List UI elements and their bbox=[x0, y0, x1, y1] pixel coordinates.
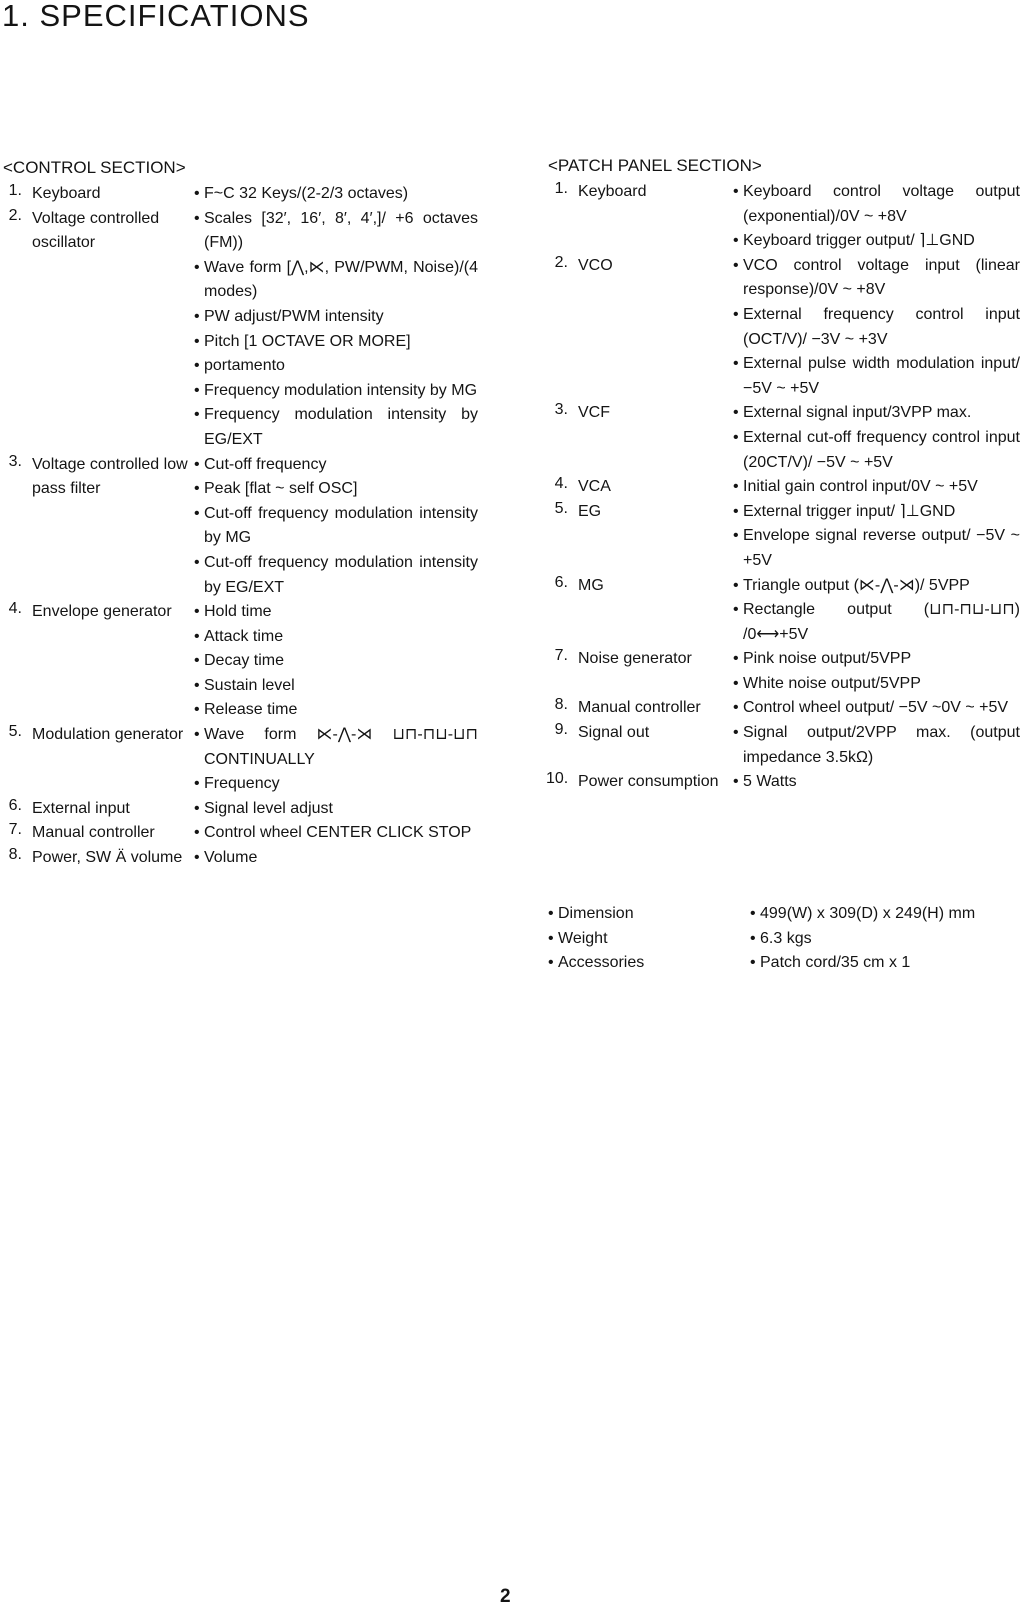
spec-text: Control wheel output/ −5V ~0V ~ +5V bbox=[743, 699, 1009, 717]
bullet-icon: • bbox=[548, 954, 554, 972]
spec-bullet bbox=[194, 698, 478, 723]
spec-text: Keyboard control voltage output (exponential)/0V ~ +8V bbox=[743, 183, 1020, 225]
item-label: Manual controller bbox=[32, 824, 155, 842]
bullet-icon: • bbox=[733, 699, 739, 717]
patch-item bbox=[546, 574, 1020, 648]
spec-bullet bbox=[194, 477, 478, 502]
item-number: 1. bbox=[554, 180, 568, 197]
bullet-icon: • bbox=[733, 256, 739, 274]
bullet-icon: • bbox=[194, 775, 200, 793]
item-label: VCF bbox=[578, 404, 610, 422]
bullet-icon: • bbox=[194, 209, 200, 227]
spec-bullet bbox=[194, 821, 478, 846]
spec-bullet bbox=[194, 330, 478, 355]
bullet-icon: • bbox=[194, 504, 200, 522]
bullet-icon: • bbox=[194, 381, 200, 399]
bullet-icon: • bbox=[194, 332, 200, 350]
item-label: External input bbox=[32, 799, 130, 817]
patch-item bbox=[546, 180, 1020, 254]
spec-bullet bbox=[194, 182, 478, 207]
bullet-icon: • bbox=[733, 355, 739, 373]
bullet-icon: • bbox=[733, 650, 739, 668]
spec-text: Signal output/2VPP max. (output impedance 3.5kΩ) bbox=[743, 724, 1020, 766]
patch-item bbox=[546, 254, 1020, 402]
spec-text: Frequency bbox=[204, 775, 280, 793]
spec-text: F~C 32 Keys/(2-2/3 octaves) bbox=[204, 185, 409, 202]
bullet-icon: • bbox=[733, 601, 739, 619]
bullet-icon: • bbox=[750, 929, 756, 947]
general-spec-row bbox=[548, 927, 1020, 952]
bullet-icon: • bbox=[194, 307, 200, 325]
spec-bullet bbox=[194, 305, 478, 330]
spec-bullet bbox=[733, 500, 1020, 525]
bullet-icon: • bbox=[733, 724, 739, 742]
item-label: Manual controller bbox=[578, 699, 701, 717]
spec-text: External pulse width modulation input/ −5V ~ +5V bbox=[743, 355, 1020, 397]
spec-text: Sustain level bbox=[204, 676, 295, 694]
spec-bullet bbox=[733, 598, 1020, 647]
bullet-icon: • bbox=[733, 502, 739, 520]
spec-bullet bbox=[733, 524, 1020, 573]
spec-text: portamento bbox=[204, 357, 285, 375]
item-label: Envelope generator bbox=[32, 603, 172, 621]
patch-item bbox=[546, 401, 1020, 475]
spec-bullet bbox=[733, 770, 1020, 795]
spec-bullet bbox=[733, 229, 1020, 254]
bullet-icon: • bbox=[750, 954, 756, 972]
general-spec-value: 499(W) x 309(D) x 249(H) mm bbox=[760, 905, 976, 922]
spec-text: Initial gain control input/0V ~ +5V bbox=[743, 478, 978, 496]
bullet-icon: • bbox=[733, 773, 739, 791]
patch-section-list bbox=[546, 180, 1020, 795]
spec-bullet bbox=[194, 649, 478, 674]
patch-item bbox=[546, 647, 1020, 696]
general-spec-key: Dimension bbox=[558, 905, 634, 922]
item-label: Power, SW Ä volume bbox=[32, 849, 183, 867]
spec-text: White noise output/5VPP bbox=[743, 674, 921, 692]
item-label: Keyboard bbox=[578, 183, 647, 200]
bullet-icon: • bbox=[733, 183, 739, 200]
spec-text: External frequency control input (OCT/V)/ −3V ~ +3V bbox=[743, 305, 1020, 348]
spec-bullet bbox=[194, 379, 478, 404]
patch-item bbox=[546, 500, 1020, 574]
spec-bullet bbox=[194, 846, 478, 871]
bullet-icon: • bbox=[194, 406, 200, 424]
item-number: 9. bbox=[554, 721, 568, 739]
item-label: Noise generator bbox=[578, 650, 692, 668]
control-item bbox=[0, 600, 478, 723]
control-item bbox=[0, 821, 478, 846]
spec-text: Frequency modulation intensity by MG bbox=[204, 381, 478, 399]
item-number: 4. bbox=[554, 475, 568, 493]
spec-text: Rectangle output (⊔⊓-⊓⊔-⊔⊓) /0⟷+5V bbox=[743, 601, 1020, 643]
item-number: 8. bbox=[8, 846, 22, 864]
bullet-icon: • bbox=[750, 905, 756, 922]
item-number: 5. bbox=[8, 723, 22, 741]
bullet-icon: • bbox=[733, 674, 739, 692]
item-number: 3. bbox=[554, 401, 568, 419]
spec-bullet bbox=[194, 723, 478, 772]
page-title: 1. SPECIFICATIONS bbox=[2, 0, 310, 33]
general-spec-row bbox=[548, 951, 1020, 976]
general-spec-key: Weight bbox=[558, 929, 608, 947]
spec-bullet bbox=[194, 674, 478, 699]
general-spec-key: Accessories bbox=[558, 954, 645, 972]
spec-text: Cut-off frequency bbox=[204, 455, 327, 473]
item-label: Voltage controlled low pass filter bbox=[32, 455, 188, 498]
bullet-icon: • bbox=[194, 799, 200, 817]
spec-bullet bbox=[194, 625, 478, 650]
spec-text: Frequency modulation intensity by EG/EXT bbox=[204, 406, 478, 448]
bullet-icon: • bbox=[194, 185, 200, 202]
bullet-icon: • bbox=[733, 232, 739, 250]
patch-item bbox=[546, 770, 1020, 795]
item-number: 10. bbox=[546, 770, 569, 788]
bullet-icon: • bbox=[194, 676, 200, 694]
spec-bullet bbox=[733, 647, 1020, 672]
item-label: Signal out bbox=[578, 724, 650, 742]
patch-item bbox=[546, 475, 1020, 500]
general-spec-row bbox=[548, 902, 1020, 927]
item-number: 5. bbox=[554, 499, 568, 517]
control-item bbox=[0, 797, 478, 822]
spec-bullet bbox=[194, 772, 478, 797]
spec-text: Peak [flat ~ self OSC] bbox=[204, 480, 358, 498]
item-number: 7. bbox=[8, 821, 22, 839]
spec-text: Scales [32′, 16′, 8′, 4′,]/ +6 octaves (FM)) bbox=[204, 209, 478, 252]
spec-text: PW adjust/PWM intensity bbox=[204, 307, 384, 325]
spec-text: Volume bbox=[204, 849, 258, 867]
spec-text: Hold time bbox=[204, 603, 272, 621]
spec-bullet bbox=[194, 502, 478, 551]
bullet-icon: • bbox=[548, 929, 554, 947]
spec-bullet bbox=[194, 207, 478, 256]
item-number: 3. bbox=[8, 452, 22, 470]
patch-section-heading: <PATCH PANEL SECTION> bbox=[548, 156, 762, 175]
control-item bbox=[0, 453, 478, 601]
control-section-list bbox=[0, 182, 478, 871]
patch-item bbox=[546, 721, 1020, 770]
bullet-icon: • bbox=[733, 576, 739, 594]
spec-text: Pink noise output/5VPP bbox=[743, 650, 912, 668]
spec-text: Cut-off frequency modulation intensity by MG bbox=[204, 504, 478, 547]
control-item bbox=[0, 207, 478, 453]
spec-text: Control wheel CENTER CLICK STOP bbox=[204, 824, 472, 842]
bullet-icon: • bbox=[194, 357, 200, 375]
bullet-icon: • bbox=[548, 905, 554, 922]
item-label: Power consumption bbox=[578, 773, 719, 791]
item-number: 8. bbox=[554, 696, 568, 714]
spec-text: Signal level adjust bbox=[204, 799, 333, 817]
bullet-icon: • bbox=[194, 652, 200, 670]
bullet-icon: • bbox=[733, 404, 739, 422]
bullet-icon: • bbox=[733, 478, 739, 496]
spec-bullet bbox=[733, 401, 1020, 426]
bullet-icon: • bbox=[194, 701, 200, 719]
bullet-icon: • bbox=[733, 527, 739, 545]
page-number: 2 bbox=[500, 1586, 511, 1607]
control-item bbox=[0, 846, 478, 871]
spec-bullet bbox=[194, 551, 478, 600]
bullet-icon: • bbox=[194, 849, 200, 867]
bullet-icon: • bbox=[194, 553, 200, 571]
spec-bullet bbox=[733, 574, 1020, 599]
spec-text: Wave form [⋀,⋉, PW/PWM, Noise)/(4 modes) bbox=[204, 258, 478, 301]
patch-item bbox=[546, 696, 1020, 721]
item-number: 7. bbox=[554, 647, 568, 665]
general-spec-value: Patch cord/35 cm x 1 bbox=[760, 954, 911, 972]
control-item bbox=[0, 182, 478, 207]
spec-bullet bbox=[194, 600, 478, 625]
bullet-icon: • bbox=[194, 627, 200, 645]
spec-text: Release time bbox=[204, 701, 298, 719]
spec-text: External cut-off frequency control input (20CT/V)/ −5V ~ +5V bbox=[743, 428, 1020, 471]
item-label: VCA bbox=[578, 478, 611, 496]
item-label: Modulation generator bbox=[32, 726, 184, 744]
spec-text: External trigger input/ ⌉⊥GND bbox=[743, 502, 956, 520]
spec-text: Wave form ⋉-⋀-⋊ ⊔⊓-⊓⊔-⊔⊓ CONTINUALLY bbox=[204, 726, 478, 768]
item-number: 6. bbox=[554, 573, 568, 591]
item-label: MG bbox=[578, 576, 604, 594]
item-number: 2. bbox=[8, 206, 22, 224]
spec-bullet bbox=[733, 254, 1020, 303]
spec-bullet bbox=[194, 797, 478, 822]
bullet-icon: • bbox=[194, 603, 200, 621]
bullet-icon: • bbox=[194, 258, 200, 276]
item-label: VCO bbox=[578, 256, 613, 274]
spec-text: External signal input/3VPP max. bbox=[743, 404, 972, 422]
item-number: 2. bbox=[554, 253, 568, 271]
item-label: Keyboard bbox=[32, 185, 101, 202]
bullet-icon: • bbox=[194, 455, 200, 473]
item-label: Voltage controlled oscillator bbox=[32, 209, 160, 252]
spec-text: Pitch [1 OCTAVE OR MORE] bbox=[204, 332, 411, 350]
item-number: 6. bbox=[8, 796, 22, 814]
bullet-icon: • bbox=[194, 824, 200, 842]
item-number: 4. bbox=[8, 600, 22, 618]
spec-text: Keyboard trigger output/ ⌉⊥GND bbox=[743, 232, 975, 250]
spec-bullet bbox=[194, 453, 478, 478]
control-item bbox=[0, 723, 478, 797]
spec-bullet bbox=[733, 352, 1020, 401]
item-number: 1. bbox=[8, 182, 22, 199]
spec-text: Attack time bbox=[204, 627, 284, 645]
spec-bullet bbox=[194, 256, 478, 305]
spec-text: Cut-off frequency modulation intensity by EG/EXT bbox=[204, 553, 478, 596]
spec-text: VCO control voltage input (linear response)/0V ~ +8V bbox=[743, 256, 1020, 299]
bullet-icon: • bbox=[194, 480, 200, 498]
spec-bullet bbox=[733, 672, 1020, 697]
spec-bullet bbox=[733, 426, 1020, 475]
spec-bullet bbox=[733, 303, 1020, 352]
spec-bullet bbox=[194, 354, 478, 379]
general-specs bbox=[548, 902, 1020, 976]
spec-text: Decay time bbox=[204, 652, 285, 670]
spec-text: Envelope signal reverse output/ −5V ~ +5V bbox=[743, 527, 1020, 569]
bullet-icon: • bbox=[733, 428, 739, 446]
item-label: EG bbox=[578, 502, 602, 520]
bullet-icon: • bbox=[194, 726, 200, 744]
bullet-icon: • bbox=[733, 305, 739, 323]
spec-bullet bbox=[733, 696, 1020, 721]
control-section-heading: <CONTROL SECTION> bbox=[3, 158, 186, 177]
spec-text: Triangle output (⋉-⋀-⋊)/ 5VPP bbox=[743, 576, 970, 594]
spec-bullet bbox=[194, 403, 478, 452]
spec-bullet bbox=[733, 475, 1020, 500]
general-spec-value: 6.3 kgs bbox=[760, 929, 812, 947]
spec-text: 5 Watts bbox=[743, 773, 797, 791]
spec-bullet bbox=[733, 721, 1020, 770]
spec-bullet bbox=[733, 180, 1020, 229]
